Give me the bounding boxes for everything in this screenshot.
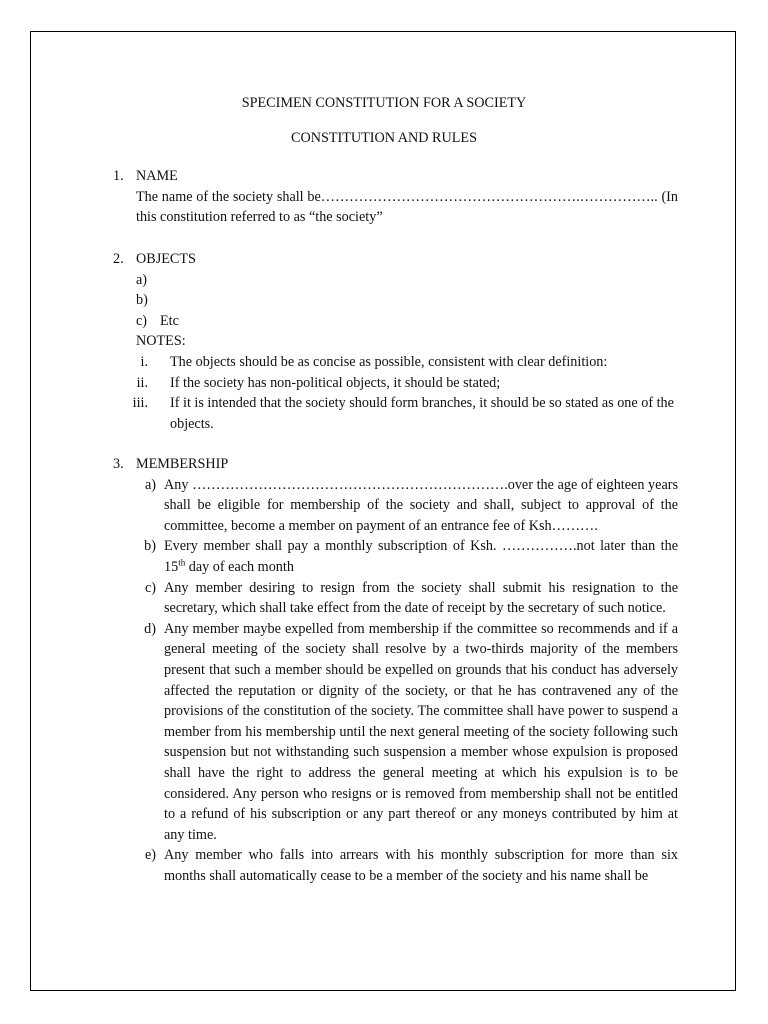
list-item	[136, 311, 678, 332]
item-letter: d)	[144, 620, 156, 637]
section-heading	[113, 249, 713, 270]
item-text: Any member desiring to resign from the society shall submit his resignation to the secretary, which shall take effect from the date of receipt by the secretary of such notice.	[164, 579, 678, 617]
note-text: If it is intended that the society should form branches, it should be so stated as one of the objects.	[170, 395, 674, 432]
item-text: Etc	[160, 312, 179, 329]
item-letter: b)	[136, 292, 148, 309]
note-item	[113, 393, 678, 434]
ordinal-suffix: th	[178, 557, 186, 568]
list-item	[136, 845, 678, 886]
note-number: ii.	[136, 374, 148, 391]
section-title: NAME	[136, 168, 178, 184]
section-membership	[113, 454, 713, 886]
note-item	[113, 352, 678, 373]
note-item	[113, 373, 678, 394]
section-number: 3.	[113, 456, 124, 472]
section-objects	[113, 249, 713, 434]
list-item	[136, 578, 678, 619]
item-letter: a)	[136, 271, 148, 288]
note-text: If the society has non-political objects, it should be stated;	[170, 374, 501, 391]
item-letter: c)	[144, 579, 156, 596]
membership-list	[136, 475, 678, 887]
note-number: i.	[140, 353, 148, 370]
item-text-part: Every member shall pay a monthly subscription of Ksh. …………….not later than the 15	[164, 538, 678, 575]
section-heading	[113, 454, 713, 475]
list-item	[136, 619, 678, 846]
list-item	[136, 536, 678, 577]
item-text-part: day of each month	[185, 558, 294, 575]
item-letter: c)	[136, 312, 148, 329]
document-page	[30, 31, 736, 991]
document-title: SPECIMEN CONSTITUTION FOR A SOCIETY	[241, 95, 527, 111]
notes-label: NOTES:	[136, 333, 186, 350]
section-number: 1.	[113, 168, 124, 184]
document-subtitle: CONSTITUTION AND RULES	[290, 130, 477, 146]
list-item	[136, 290, 678, 311]
list-item	[136, 270, 678, 291]
list-item	[136, 475, 678, 537]
notes-list	[113, 352, 678, 434]
section-title: OBJECTS	[136, 251, 196, 267]
item-letter: b)	[144, 538, 156, 555]
section-title: MEMBERSHIP	[136, 456, 229, 472]
item-text: Any member who falls into arrears with his monthly subscription for more than six months shall automatically cease to be a member of the society and his name shall be	[164, 847, 678, 884]
item-letter: e)	[144, 847, 156, 864]
section-name	[113, 166, 713, 228]
item-text	[164, 538, 678, 575]
item-text: Any member maybe expelled from membership if the committee so recommends and if a general meeting of the society shall resolve by a two-thirds majority of the members present that such a member should be expelled on grounds that his conduct has adversely affected the reputation or dignity of the society, or that he has contravened any of the provisions of the constitution of the society. The committee shall have power to suspend a member from his membership until the next general meeting of the society following such suspension but not withstanding such suspension a member whose expulsion is proposed shall have the right to address the general meeting at which his expulsion is to be considered. Any person who resigns or is removed from membership shall not be entitled to a refund of his subscription or any part thereof or any moneys contributed by him at any time.	[164, 620, 678, 843]
section-heading	[113, 166, 713, 187]
item-letter: a)	[144, 476, 156, 493]
note-text: The objects should be as concise as possible, consistent with clear definition:	[170, 353, 608, 370]
note-number: iii.	[132, 395, 148, 412]
item-text: Any ………………………………………………………….over the age of eighteen years shall be eligible for membership of the society and shall, subject to approval of the committee, become a member on payment of an entrance fee of Ksh……….	[164, 476, 678, 534]
section-number: 2.	[113, 251, 124, 267]
section-text: The name of the society shall be……………………………………………….…………….. (In this constitution referred to as “the society”	[136, 188, 678, 226]
objects-list	[136, 270, 678, 332]
